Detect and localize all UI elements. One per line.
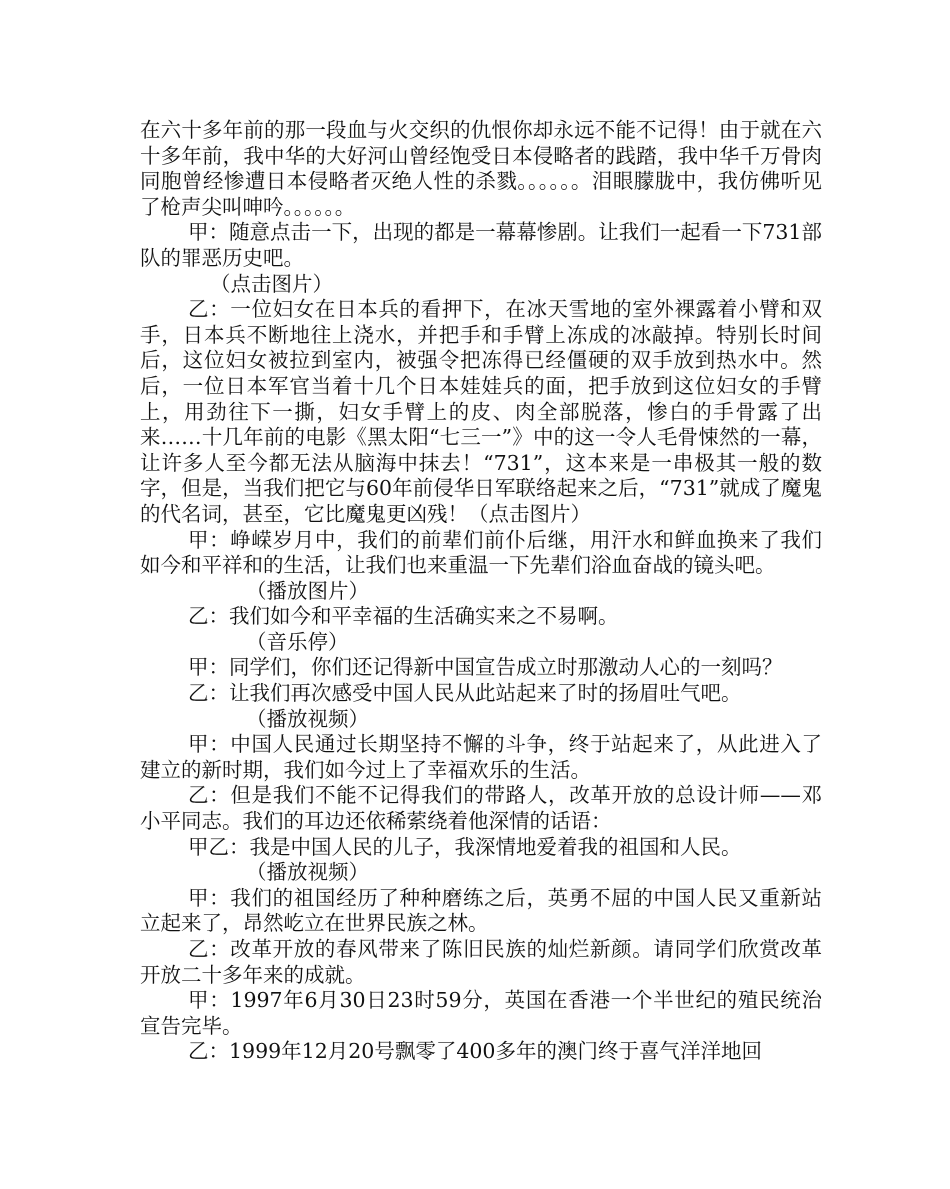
dialogue-line-jia: 甲：随意点击一下，出现的都是一幕幕惨剧。让我们一起看一下731部队的罪恶历史吧。 [140,220,822,270]
dialogue-line-jia: 甲：中国人民通过长期坚持不懈的斗争，终于站起来了，从此进入了建立的新时期，我们如今过上了幸福欢乐的生活。 [140,732,822,782]
document-body [140,118,822,1065]
dialogue-line-yi: 乙：1999年12月20号飘零了400多年的澳门终于喜气洋洋地回 [188,1039,762,1064]
stage-direction: （播放视频） [246,860,369,885]
dialogue-line-jia: 甲：峥嵘岁月中，我们的前辈们前仆后继，用汗水和鲜血换来了我们如今和平祥和的生活，让我们也来重温一下先辈们浴血奋战的镜头吧。 [140,527,822,578]
dialogue-line-jia: 甲：1997年6月30日23时59分，英国在香港一个半世纪的殖民统治宣告完毕。 [140,988,822,1038]
stage-direction: （音乐停） [246,629,349,654]
stage-direction: （播放视频） [246,706,369,731]
dialogue-line-yi: 乙：但是我们不能不记得我们的带路人，改革开放的总设计师——邓小平同志。我们的耳边还依稀萦绕着他深情的话语： [140,783,822,834]
dialogue-line-jiayi: 甲乙：我是中国人民的儿子，我深情地爱着我的祖国和人民。 [188,834,742,859]
dialogue-line-yi: 乙：让我们再次感受中国人民从此站起来了时的扬眉吐气吧。 [188,681,742,706]
dialogue-line-yi: 乙：改革开放的春风带来了陈旧民族的灿烂新颜。请同学们欣赏改革开放二十多年来的成就。 [140,937,822,987]
stage-direction: （播放图片） [246,578,369,603]
dialogue-line-jia: 甲：同学们，你们还记得新中国宣告成立时那激动人心的一刻吗？ [188,655,783,680]
stage-direction: （点击图片） [210,271,333,296]
dialogue-line-yi: 乙：一位妇女在日本兵的看押下，在冰天雪地的室外裸露着小臂和双手，日本兵不断地往上浇水，并把手和手臂上冻成的冰敲掉。特别长时间后，这位妇女被拉到室内，被强令把冻得已经僵硬的双手放到热水中。然后，一位日本军官当着十几个日本娃娃兵的面，把手放到这位妇女的手臂上，用劲往下一撕，妇女手臂上的皮、肉全部脱落，惨白的手骨露了出来……十几年前的电影《黑太阳“七三一”》中的这一令人毛骨悚然的一幕，让许多人至今都无法从脑海中抹去！“731”，这本来是一串极其一般的数字，但是，当我们把它与60年前侵华日军联络起来之后，“731”就成了魔鬼的代名词，甚至，它比魔鬼更凶残！（点击图片） [140,297,822,526]
dialogue-line-jia: 甲：我们的祖国经历了种种磨练之后，英勇不屈的中国人民又重新站立起来了，昂然屹立在世界民族之林。 [140,885,822,936]
paragraph-intro: 在六十多年前的那一段血与火交织的仇恨你却永远不能不记得！由于就在六十多年前，我中华的大好河山曾经饱受日本侵略者的践踏，我中华千万骨肉同胞曾经惨遭日本侵略者灭绝人性的杀戮。。。。。。泪眼朦胧中，我仿佛听见了枪声尖叫呻吟。。。。。。 [140,118,822,219]
dialogue-line-yi: 乙：我们如今和平幸福的生活确实来之不易啊。 [188,604,619,629]
